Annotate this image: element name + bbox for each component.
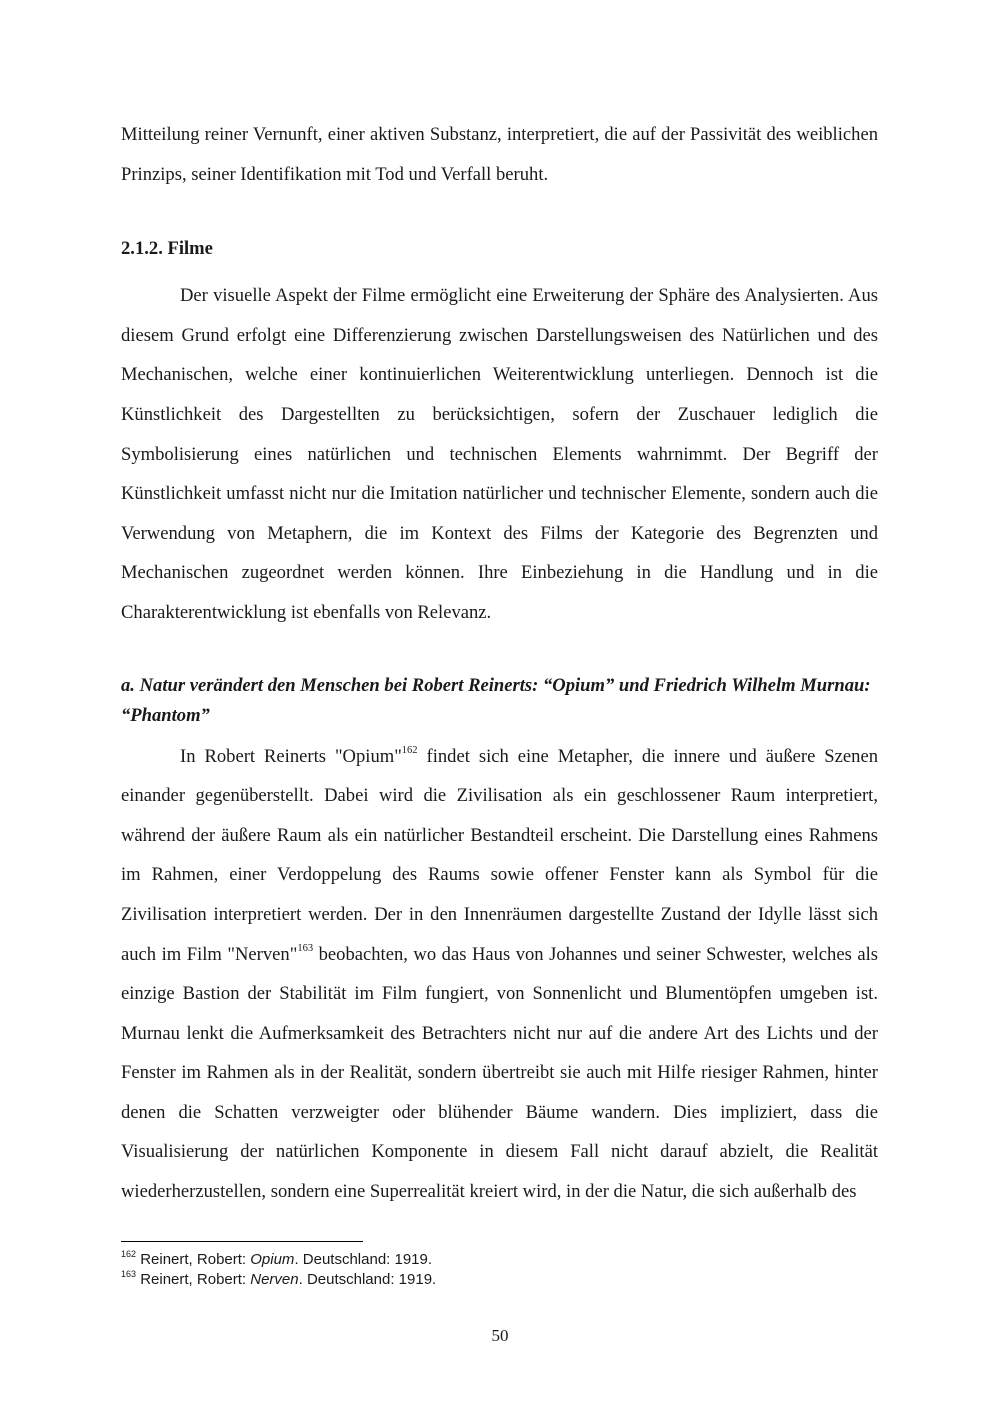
footnote-number: 162 bbox=[121, 1249, 137, 1259]
footnote-reference-163: 163 bbox=[297, 943, 314, 955]
footnote-title: Opium bbox=[250, 1251, 295, 1268]
footnote-163 bbox=[121, 1270, 878, 1290]
page-body bbox=[121, 115, 878, 1212]
page-number: 50 bbox=[491, 1326, 509, 1345]
footnote-suffix: . Deutschland: 1919. bbox=[298, 1271, 437, 1288]
footnotes bbox=[121, 1250, 878, 1290]
footnote-162 bbox=[121, 1250, 878, 1270]
footnote-suffix: . Deutschland: 1919. bbox=[294, 1251, 433, 1268]
footnote-title: Nerven bbox=[250, 1271, 299, 1288]
footnote-prefix: Reinert, Robert: bbox=[136, 1271, 251, 1288]
intro-paragraph: Mitteilung reiner Vernunft, einer aktiven Substanz, interpretiert, die auf der Passivität des weiblichen Prinzips, seiner Identifikation mit Tod und Verfall beruht. bbox=[121, 124, 878, 185]
paragraph-text-part-1: In Robert Reinerts "Opium" bbox=[180, 745, 402, 767]
footnote-divider bbox=[121, 1241, 363, 1242]
subsection-paragraph bbox=[121, 737, 878, 1212]
footnote-prefix: Reinert, Robert: bbox=[136, 1251, 251, 1268]
section-heading: 2.1.2. Filme bbox=[121, 238, 213, 260]
paragraph-text-part-2: findet sich eine Metapher, die innere und äußere Szenen einander gegenüberstellt. Dabei wird die Zivilisation als ein geschlossener Raum interpretiert, während der äußere Raum als ein natürlicher Bestandteil erscheint. Die Darstellung eines Rahmens im Rahmen, einer Verdoppelung des Raums sowie offener Fenster kann als Symbol für die Zivilisation interpretiert werden. Der in den Innenräumen dargestellte Zustand der Idylle lässt sich auch im Film "Nerven" bbox=[121, 745, 878, 965]
footnote-reference-162: 162 bbox=[401, 745, 418, 757]
section-paragraph: Der visuelle Aspekt der Filme ermöglicht eine Erweiterung der Sphäre des Analysierten. Aus diesem Grund erfolgt eine Differenzierung zwischen Darstellungsweisen des Natürlichen und des Mechanischen, welche einer kontinuierlichen Weiterentwicklung unterliegen. Dennoch ist die Künstlichkeit des Dargestellten zu berücksichtigen, sofern der Zuschauer lediglich die Symbolisierung eines natürlichen und technischen Elements wahrnimmt. Der Begriff der Künstlichkeit umfasst nicht nur die Imitation natürlicher und technischer Elemente, sondern auch die Verwendung von Metaphern, die im Kontext des Films der Kategorie des Begrenzten und Mechanischen zugeordnet werden können. Ihre Einbeziehung in die Handlung und in die Charakterentwicklung ist ebenfalls von Relevanz. bbox=[121, 285, 878, 623]
subsection-heading: a. Natur verändert den Menschen bei Robert Reinerts: “Opium” und Friedrich Wilhelm Murnau: “Phantom” bbox=[121, 674, 871, 726]
paragraph-text-part-3: beobachten, wo das Haus von Johannes und seiner Schwester, welches als einzige Bastion der Stabilität im Film fungiert, von Sonnenlicht und Blumentöpfen umgeben ist. Murnau lenkt die Aufmerksamkeit des Betrachters nicht nur auf die andere Art des Lichts und der Fenster im Rahmen als in der Realität, sondern übertreibt sie auch mit Hilfe riesiger Rahmen, hinter denen die Schatten verzweigter oder blühender Bäume wandern. Dies impliziert, dass die Visualisierung der natürlichen Komponente in diesem Fall nicht darauf abzielt, die Realität wiederherzustellen, sondern eine Superrealität kreiert wird, in der die Natur, die sich außerhalb des bbox=[121, 943, 878, 1203]
footnote-number: 163 bbox=[121, 1269, 137, 1279]
